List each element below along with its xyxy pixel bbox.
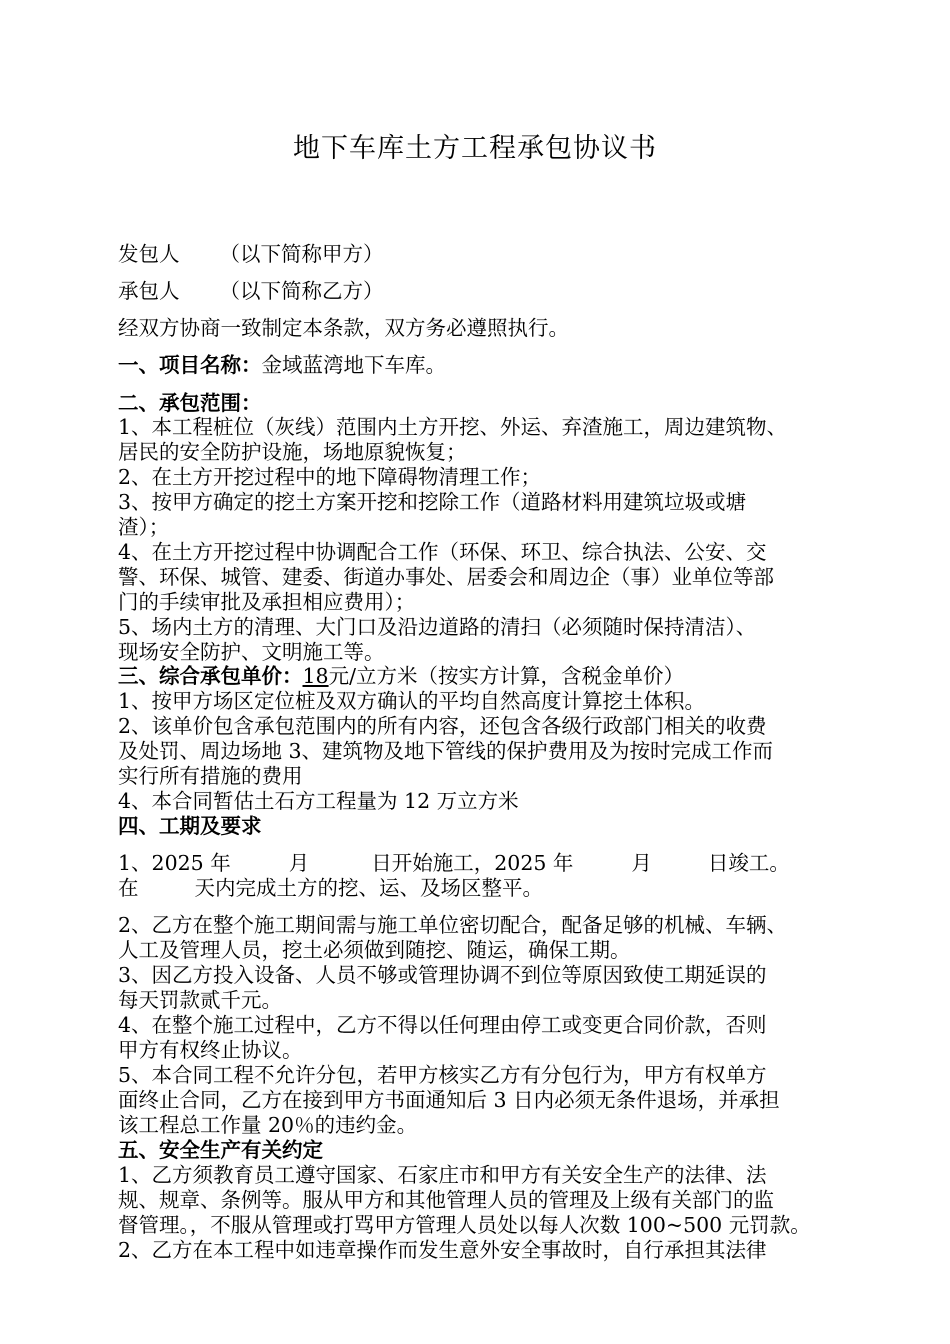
- paragraph-line: 1、本工程桩位（灰线）范围内土方开挖、外运、弃渣施工，周边建筑物、: [118, 415, 788, 439]
- paragraph-line: 2、乙方在整个施工期间需与施工单位密切配合，配备足够的机械、车辆、: [118, 913, 788, 937]
- paragraph-line: 2、在土方开挖过程中的地下障碍物清理工作；: [118, 465, 542, 489]
- paragraph-line: 2、乙方在本工程中如违章操作而发生意外安全事故时，自行承担其法律: [118, 1238, 767, 1262]
- intro-text: 经双方协商一致制定本条款，双方务必遵照执行。: [118, 316, 569, 340]
- paragraph-line: 面终止合同，乙方在接到甲方书面通知后 3 日内必须无条件退场，并承担: [118, 1088, 780, 1112]
- paragraph-line: 警、环保、城管、建委、街道办事处、居委会和周边企（事）业单位等部: [118, 565, 774, 589]
- paragraph-line: 实行所有措施的费用: [118, 764, 303, 788]
- section-heading: 四、工期及要求: [118, 814, 262, 838]
- schedule-line: [118, 850, 790, 876]
- contractor-line: [118, 278, 384, 304]
- schedule-within: 在: [118, 876, 139, 900]
- paragraph-line: 1、乙方须教育员工遵守国家、石家庄市和甲方有关安全生产的法律、法: [118, 1163, 767, 1187]
- schedule-duration-line: [118, 875, 543, 901]
- paragraph-line: 渣）；: [118, 515, 170, 539]
- schedule-end: 日竣工。: [707, 851, 790, 875]
- paragraph-line: 4、本合同暂估土石方工程量为 12 万立方米: [118, 789, 519, 813]
- paragraph-line: 2、该单价包含承包范围内的所有内容，还包含各级行政部门相关的收费: [118, 714, 767, 738]
- paragraph-line: 居民的安全防护设施，场地原貌恢复；: [118, 440, 467, 464]
- paragraph-line: 该工程总工作量 20％的违约金。: [118, 1113, 418, 1137]
- paragraph-line: 3、按甲方确定的挖土方案开挖和挖除工作（道路材料用建筑垃圾或塘: [118, 490, 747, 514]
- schedule-month: 月: [631, 851, 652, 875]
- unit-price-suffix: 元/立方米（按实方计算，含税金单价）: [328, 664, 684, 688]
- employer-note: （以下简称甲方）: [219, 242, 384, 266]
- section-unit-price: [118, 663, 684, 689]
- section-heading: 五、安全生产有关约定: [118, 1138, 323, 1162]
- schedule-start: 1、2025 年: [118, 851, 231, 875]
- paragraph-line: 4、在土方开挖过程中协调配合工作（环保、环卫、综合执法、公安、交: [118, 540, 767, 564]
- paragraph-line: 人工及管理人员，挖土必须做到随挖、随运，确保工期。: [118, 938, 631, 962]
- paragraph-line: 现场安全防护、文明施工等。: [118, 640, 385, 664]
- paragraph-line: 督管理。，不服从管理或打骂甲方管理人员处以每人次数 100~500 元罚款。: [118, 1213, 811, 1237]
- paragraph-line: 5、本合同工程不允许分包，若甲方核实乙方有分包行为，甲方有权单方: [118, 1063, 767, 1087]
- employer-label: 发包人: [118, 242, 180, 266]
- section-heading: 三、综合承包单价：: [118, 664, 303, 688]
- section-project-name: [118, 352, 446, 378]
- paragraph-line: 4、在整个施工过程中，乙方不得以任何理由停工或变更合同价款，否则: [118, 1013, 767, 1037]
- paragraph-line: 每天罚款贰千元。: [118, 988, 282, 1012]
- project-name: 金域蓝湾地下车库。: [261, 353, 446, 377]
- paragraph-line: 及处罚、周边场地 3、建筑物及地下管线的保护费用及为按时完成工作而: [118, 739, 774, 763]
- contractor-note: （以下简称乙方）: [219, 279, 384, 303]
- document-title: 地下车库土方工程承包协议书: [293, 133, 657, 164]
- contractor-label: 承包人: [118, 279, 180, 303]
- employer-line: [118, 241, 384, 267]
- section-heading: 一、项目名称：: [118, 353, 262, 377]
- paragraph-line: 规、规章、条例等。服从甲方和其他管理人员的管理及上级有关部门的监: [118, 1188, 774, 1212]
- schedule-within-suffix: 天内完成土方的挖、运、及场区整平。: [194, 876, 543, 900]
- section-heading: 二、承包范围：: [118, 391, 262, 415]
- paragraph-line: 5、场内土方的清理、大门口及沿边道路的清扫（必须随时保持清洁）、: [118, 615, 757, 639]
- schedule-day: 日开始施工，2025 年: [371, 851, 574, 875]
- paragraph-line: 3、因乙方投入设备、人员不够或管理协调不到位等原因致使工期延误的: [118, 963, 767, 987]
- paragraph-line: 甲方有权终止协议。: [118, 1038, 303, 1062]
- paragraph-line: 门的手续审批及承担相应费用）；: [118, 590, 416, 614]
- schedule-month: 月: [288, 851, 310, 875]
- unit-price-value: 18: [302, 664, 329, 688]
- paragraph-line: 1、按甲方场区定位桩及双方确认的平均自然高度计算挖土体积。: [118, 689, 706, 713]
